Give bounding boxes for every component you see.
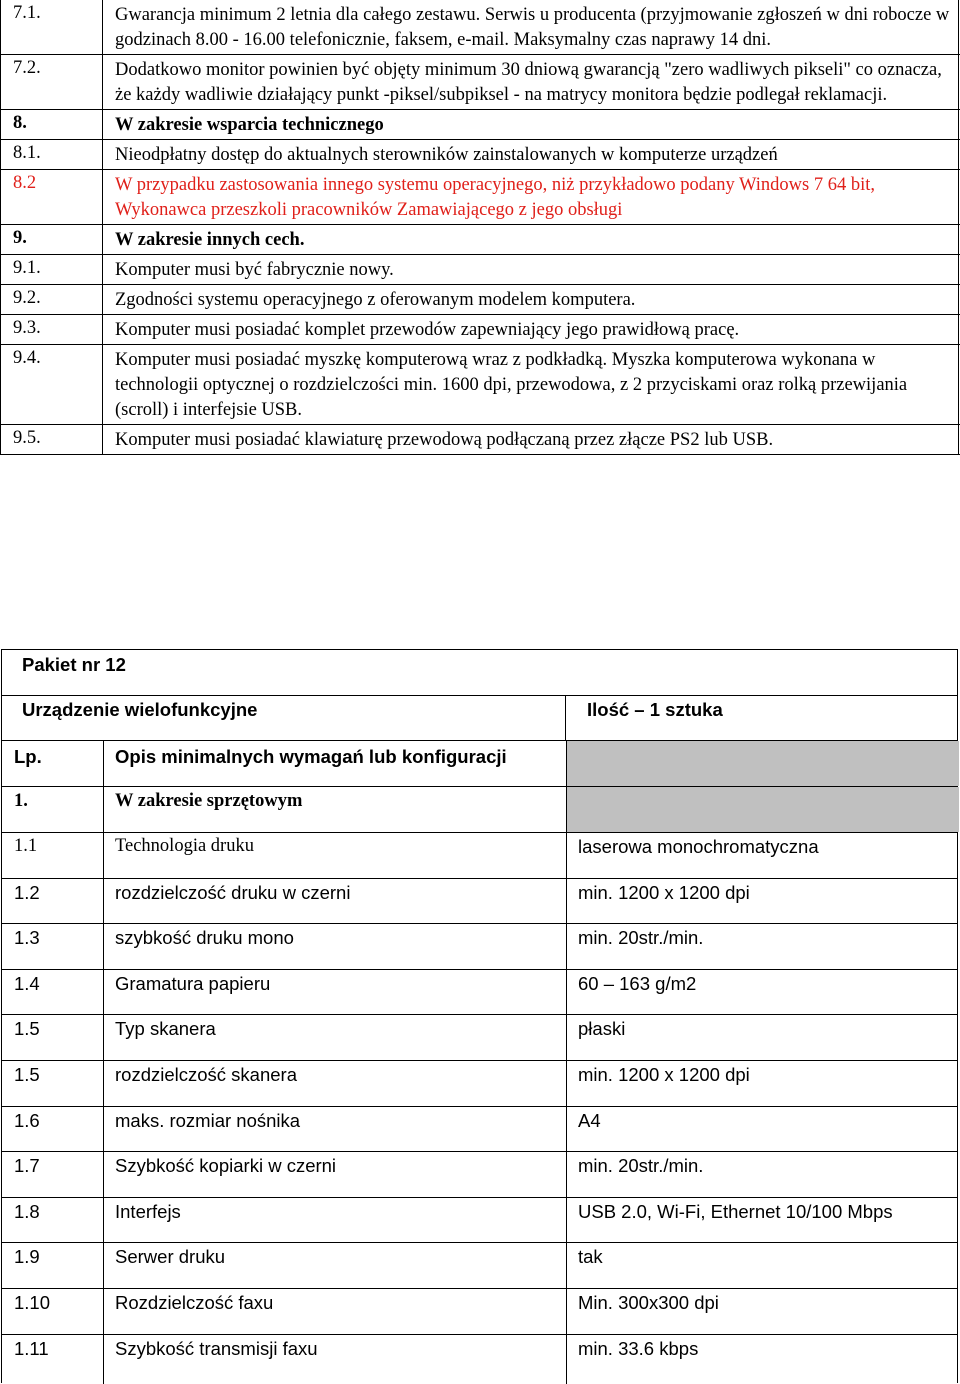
section-shading xyxy=(567,787,959,832)
border-top-left xyxy=(0,0,1,455)
spec-number: 1.1 xyxy=(14,836,38,856)
spec-number: 1.8 xyxy=(14,1200,40,1222)
spec-row-number: 9.3. xyxy=(13,318,41,338)
divider-lp xyxy=(103,741,104,1384)
spec-row-text: W zakresie innych cech. xyxy=(115,230,305,250)
spec-row-number: 9.4. xyxy=(13,348,41,368)
spec-value: min. 20str./min. xyxy=(578,927,704,949)
spec-row-number: 9.2. xyxy=(13,288,41,308)
quantity: Ilość – 1 sztuka xyxy=(587,699,723,720)
spec-number: 1.4 xyxy=(14,972,40,994)
spec-number: 1.5 xyxy=(14,1064,40,1085)
spec-value: tak xyxy=(578,1246,603,1268)
spec-row-text: Komputer musi posiadać klawiaturę przewodową podłączaną przez złącze PS2 lub USB. xyxy=(115,430,774,450)
spec-value: min. 1200 x 1200 dpi xyxy=(578,1064,750,1085)
package-title: Pakiet nr 12 xyxy=(22,654,126,675)
package-spec-row xyxy=(2,1106,957,1153)
spec-label: Szybkość kopiarki w czerni xyxy=(115,1155,337,1177)
spec-row xyxy=(0,345,960,425)
spec-row-text: Gwarancja minimum 2 letnia dla całego zestawu. Serwis u producenta (przyjmowanie zgłoszeń w dni robocze w godzinach 8.00 - 16.00 telefonicznie, faksem, e-mail. Maksymalny czas naprawy 14 dni. xyxy=(115,5,950,50)
spec-value: A4 xyxy=(578,1109,601,1131)
spec-label: maks. rozmiar nośnika xyxy=(115,1109,301,1131)
package-12-table xyxy=(1,649,958,1383)
package-title-row xyxy=(2,650,957,696)
spec-row-text: Komputer musi posiadać komplet przewodów zapewniający jego prawidłową pracę. xyxy=(115,320,740,340)
package-spec-row xyxy=(2,1151,957,1198)
section-row xyxy=(2,787,957,833)
spec-row-number: 9. xyxy=(13,228,27,248)
divider-quantity xyxy=(565,695,566,741)
spec-row xyxy=(0,425,960,455)
spec-value: USB 2.0, Wi-Fi, Ethernet 10/100 Mbps xyxy=(578,1200,893,1222)
spec-number: 1.10 xyxy=(14,1292,51,1313)
spec-row-number: 9.5. xyxy=(13,428,41,448)
col-lp-header: Lp. xyxy=(14,746,42,767)
spec-row xyxy=(0,110,960,140)
spec-row-text: Nieodpłatny dostęp do aktualnych sterowników zainstalowanych w komputerze urządzeń xyxy=(115,145,778,165)
spec-number: 1.9 xyxy=(14,1246,40,1268)
spec-row xyxy=(0,55,960,110)
spec-row-text: W zakresie wsparcia technicznego xyxy=(115,115,384,135)
spec-label: Rozdzielczość faxu xyxy=(115,1292,274,1313)
spec-value: min. 1200 x 1200 dpi xyxy=(578,881,750,903)
package-spec-row xyxy=(2,1288,957,1335)
spec-number: 1.5 xyxy=(14,1018,40,1040)
spec-label: rozdzielczość druku w czerni xyxy=(115,881,351,903)
spec-number: 1.7 xyxy=(14,1155,40,1177)
spec-label: Serwer druku xyxy=(115,1246,226,1268)
package-spec-row xyxy=(2,832,957,879)
spec-row xyxy=(0,315,960,345)
spec-label: Technologia druku xyxy=(115,836,254,856)
col-desc-header: Opis minimalnych wymagań lub konfiguracji xyxy=(115,746,507,767)
spec-value: laserowa monochromatyczna xyxy=(578,836,819,857)
device-row xyxy=(2,695,957,741)
spec-value: płaski xyxy=(578,1018,626,1040)
spec-row-number: 8.1. xyxy=(13,143,41,163)
spec-label: szybkość druku mono xyxy=(115,927,294,949)
border-top-right xyxy=(958,0,959,455)
package-spec-row xyxy=(2,969,957,1016)
spec-number: 1.11 xyxy=(14,1337,49,1359)
spec-row-number: 8.2 xyxy=(13,173,37,193)
spec-label: Typ skanera xyxy=(115,1018,216,1040)
spec-number: 1.3 xyxy=(14,927,40,949)
spec-row-number: 9.1. xyxy=(13,258,41,278)
spec-value: 60 – 163 g/m2 xyxy=(578,972,697,994)
spec-row-text: Zgodności systemu operacyjnego z oferowanym modelem komputera. xyxy=(115,290,636,310)
spec-number: 1.2 xyxy=(14,881,40,903)
spec-row-text: Dodatkowo monitor powinien być objęty minimum 30 dniową gwarancją "zero wadliwych pikseli" co oznacza, że każdy wadliwie działający punkt -piksel/subpiksel - na matrycy monitora będzie podlegał reklamacji. xyxy=(115,60,942,105)
spec-row xyxy=(0,0,960,55)
section-label: W zakresie sprzętowym xyxy=(115,791,303,811)
header-shading xyxy=(567,741,959,786)
package-spec-row xyxy=(2,1242,957,1289)
spec-value: min. 33.6 kbps xyxy=(578,1337,699,1359)
spec-row xyxy=(0,285,960,315)
spec-label: Interfejs xyxy=(115,1200,181,1222)
divider-value xyxy=(566,741,567,1384)
spec-label: Szybkość transmisji faxu xyxy=(115,1337,318,1359)
divider-top-num xyxy=(102,0,103,455)
package-spec-row xyxy=(2,1014,957,1061)
spec-row-text: Komputer musi być fabrycznie nowy. xyxy=(115,260,394,280)
spec-number: 1.6 xyxy=(14,1109,40,1131)
device-name: Urządzenie wielofunkcyjne xyxy=(22,699,258,720)
package-spec-row xyxy=(2,878,957,925)
spec-row-number: 8. xyxy=(13,113,27,133)
package-spec-row xyxy=(2,1060,957,1107)
package-spec-row xyxy=(2,1334,957,1380)
spec-row xyxy=(0,255,960,285)
spec-row xyxy=(0,170,960,225)
column-header-row xyxy=(2,741,957,787)
spec-value: Min. 300x300 dpi xyxy=(578,1292,719,1313)
spec-row xyxy=(0,140,960,170)
spec-row-number: 7.2. xyxy=(13,58,41,78)
spec-row-text: W przypadku zastosowania innego systemu operacyjnego, niż przykładowo podany Windows 7 64 bit, Wykonawca przeszkoli pracowników Zamawiającego z jego obsługi xyxy=(115,175,875,220)
spec-table-continuation xyxy=(0,0,960,455)
spec-row-text: Komputer musi posiadać myszkę komputerową wraz z podkładką. Myszka komputerowa wykonana w technologii optycznej o rozdzielczości min. 1600 dpi, przewodowa, z 2 przyciskami oraz rolką przewijania (scroll) i interfejsie USB. xyxy=(115,350,908,420)
package-spec-row xyxy=(2,923,957,970)
spec-label: Gramatura papieru xyxy=(115,972,271,994)
package-spec-row xyxy=(2,1197,957,1244)
spec-row xyxy=(0,225,960,255)
spec-row-number: 7.1. xyxy=(13,3,41,23)
section-number: 1. xyxy=(14,791,28,811)
spec-value: min. 20str./min. xyxy=(578,1155,704,1177)
spec-label: rozdzielczość skanera xyxy=(115,1064,297,1085)
